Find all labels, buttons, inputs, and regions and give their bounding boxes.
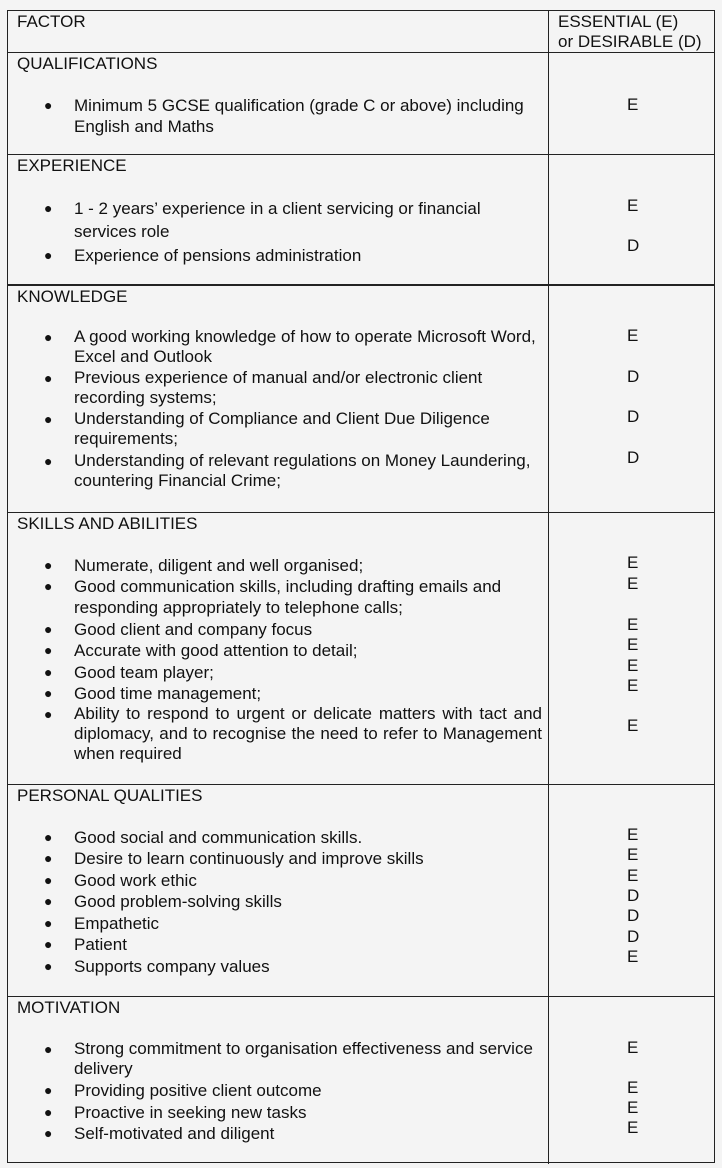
list-item <box>44 1123 542 1144</box>
list-item <box>44 870 542 891</box>
table-header-row <box>8 11 714 52</box>
section-personal-qualities <box>8 784 714 996</box>
bullet-icon: ● <box>44 1082 53 1098</box>
item-text: Ability to respond to urgent or delicate matters with tact and diplomacy, and to recognise the need to refer to Management when required <box>74 704 542 763</box>
item-text: Previous experience of manual and/or electronic client recording systems; <box>74 368 483 407</box>
list-item <box>44 848 542 869</box>
section-title: KNOWLEDGE <box>17 287 128 306</box>
rating-value: D <box>627 448 640 467</box>
item-text: Patient <box>74 935 127 954</box>
bullet-icon: ● <box>44 958 53 974</box>
bullet-icon: ● <box>44 247 53 263</box>
rating-value: E <box>627 196 639 215</box>
bullet-icon: ● <box>44 621 53 637</box>
item-text: Understanding of Compliance and Client Due Diligence requirements; <box>74 409 490 448</box>
rating-value: E <box>627 1038 639 1057</box>
item-text: A good working knowledge of how to operate Microsoft Word, Excel and Outlook <box>74 327 536 366</box>
item-text: Good work ethic <box>74 871 197 890</box>
item-text: Good team player; <box>74 663 214 682</box>
rating-header-line1: ESSENTIAL (E) <box>558 12 679 31</box>
rating-value: E <box>627 947 639 966</box>
column-divider <box>548 785 549 996</box>
section-title: QUALIFICATIONS <box>17 54 158 73</box>
rating-value: E <box>627 635 639 654</box>
list-item <box>44 1102 542 1123</box>
bullet-icon: ● <box>44 557 53 573</box>
item-text: Strong commitment to organisation effectiveness and service delivery <box>74 1039 533 1078</box>
bullet-icon: ● <box>44 706 53 722</box>
item-text: Understanding of relevant regulations on Money Laundering, countering Financial Crime; <box>74 451 531 490</box>
column-divider <box>548 286 549 512</box>
rating-value: E <box>627 574 639 593</box>
section-motivation <box>8 996 714 1164</box>
bullet-icon: ● <box>44 370 53 386</box>
list-item <box>44 576 542 618</box>
bullet-icon: ● <box>44 642 53 658</box>
item-text: Experience of pensions administration <box>74 246 362 265</box>
list-item <box>44 704 542 764</box>
list-item <box>44 451 542 491</box>
list-item <box>44 95 542 137</box>
column-divider <box>548 11 549 52</box>
item-text: Good problem-solving skills <box>74 892 282 911</box>
rating-value: D <box>627 236 640 255</box>
item-text: Good social and communication skills. <box>74 828 363 847</box>
list-item <box>44 913 542 934</box>
rating-value: D <box>627 407 640 426</box>
item-text: Good client and company focus <box>74 620 313 639</box>
bullet-icon: ● <box>44 1041 53 1057</box>
list-item <box>44 956 542 977</box>
item-text: Providing positive client outcome <box>74 1081 322 1100</box>
bullet-icon: ● <box>44 893 53 909</box>
item-text: Self-motivated and diligent <box>74 1124 275 1143</box>
list-item <box>44 555 542 576</box>
rating-value: E <box>627 1098 639 1117</box>
bullet-icon: ● <box>44 578 53 594</box>
column-divider <box>548 155 549 284</box>
section-title: EXPERIENCE <box>17 156 127 175</box>
bullet-icon: ● <box>44 850 53 866</box>
bullet-icon: ● <box>44 1125 53 1141</box>
column-divider <box>548 997 549 1164</box>
rating-header-line2: or DESIRABLE (D) <box>558 32 702 51</box>
bullet-icon: ● <box>44 329 53 345</box>
bullet-icon: ● <box>44 685 53 701</box>
item-text: Supports company values <box>74 957 270 976</box>
bullet-icon: ● <box>44 200 53 216</box>
rating-value: E <box>627 866 639 885</box>
rating-value: E <box>627 825 639 844</box>
bullet-icon: ● <box>44 872 53 888</box>
section-title: PERSONAL QUALITIES <box>17 786 203 805</box>
rating-value: E <box>627 615 639 634</box>
rating-value: E <box>627 553 639 572</box>
bullet-icon: ● <box>44 936 53 952</box>
bullet-icon: ● <box>44 664 53 680</box>
item-text: Desire to learn continuously and improve skills <box>74 849 424 868</box>
item-text: Good communication skills, including drafting emails and responding appropriately to telephone calls; <box>74 577 502 617</box>
bullet-icon: ● <box>44 97 53 113</box>
list-item <box>44 934 542 955</box>
item-text: 1 - 2 years’ experience in a client servicing or financial services role <box>74 199 481 241</box>
item-text: Proactive in seeking new tasks <box>74 1103 307 1122</box>
section-skills-and-abilities <box>8 512 714 784</box>
section-title: SKILLS AND ABILITIES <box>17 514 198 533</box>
rating-header <box>558 12 702 52</box>
rating-value: E <box>627 845 639 864</box>
list-item <box>44 368 542 408</box>
bullet-icon: ● <box>44 411 53 427</box>
section-knowledge <box>8 284 714 512</box>
rating-value: D <box>627 906 640 925</box>
list-item <box>44 245 542 266</box>
item-text: Good time management; <box>74 684 262 703</box>
list-item <box>44 662 542 683</box>
list-item <box>44 891 542 912</box>
person-specification-table <box>7 10 715 1163</box>
factor-header: FACTOR <box>17 12 86 31</box>
rating-value: E <box>627 326 639 345</box>
item-text: Accurate with good attention to detail; <box>74 641 358 660</box>
rating-value: D <box>627 367 640 386</box>
section-qualifications <box>8 52 714 154</box>
list-item <box>44 827 542 848</box>
bullet-icon: ● <box>44 829 53 845</box>
item-text: Empathetic <box>74 914 160 933</box>
list-item <box>44 683 542 704</box>
list-item <box>44 1039 542 1079</box>
list-item <box>44 1080 542 1101</box>
list-item <box>44 619 542 640</box>
rating-value: E <box>627 656 639 675</box>
section-experience <box>8 154 714 284</box>
bullet-icon: ● <box>44 1104 53 1120</box>
rating-value: E <box>627 1118 639 1137</box>
rating-value: D <box>627 886 640 905</box>
bullet-icon: ● <box>44 915 53 931</box>
column-divider <box>548 53 549 154</box>
rating-value: E <box>627 1078 639 1097</box>
column-divider <box>548 513 549 784</box>
list-item <box>44 327 542 367</box>
item-text: Minimum 5 GCSE qualification (grade C or above) including English and Maths <box>74 96 524 136</box>
rating-value: E <box>627 95 639 114</box>
section-title: MOTIVATION <box>17 998 121 1017</box>
list-item <box>44 640 542 661</box>
bullet-icon: ● <box>44 453 53 469</box>
list-item <box>44 197 542 243</box>
rating-value: D <box>627 927 640 946</box>
rating-value: E <box>627 716 639 735</box>
rating-value: E <box>627 676 639 695</box>
list-item <box>44 409 542 449</box>
item-text: Numerate, diligent and well organised; <box>74 556 364 575</box>
